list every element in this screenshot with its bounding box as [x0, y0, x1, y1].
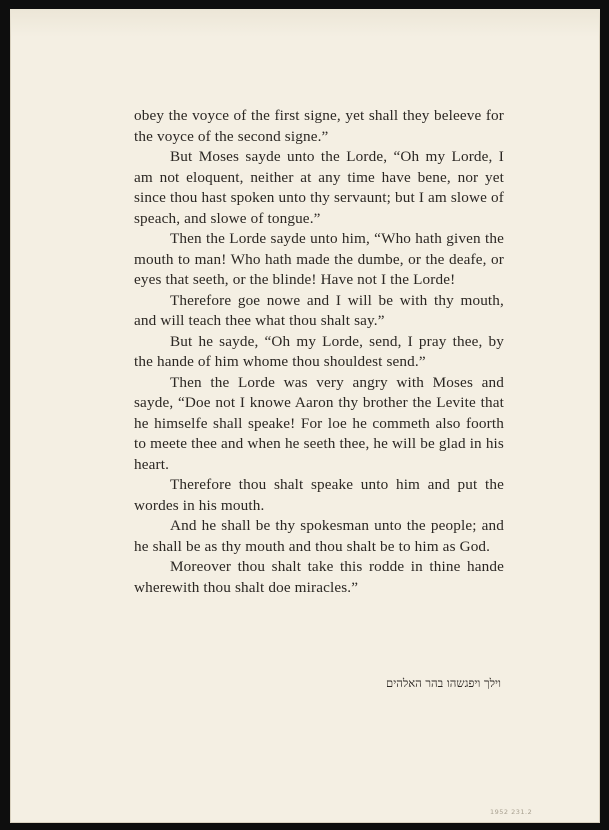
scripture-text	[134, 106, 504, 598]
catalog-number: 1952 231.2	[490, 808, 533, 816]
hebrew-caption: וילך ויפגשהו בהר האלהים	[386, 676, 501, 690]
paragraph-2: But Moses sayde unto the Lorde, “Oh my Lorde, I am not eloquent, neither at any time have bene, nor yet since thou hast spoken unto thy servaunt; but I am slowe of speach, and slowe of tongue.”	[134, 148, 504, 227]
paragraph-5: But he sayde, “Oh my Lorde, send, I pray thee, by the hande of him whome thou shouldest send.”	[134, 332, 504, 370]
paragraph-3: Then the Lorde sayde unto him, “Who hath given the mouth to man! Who hath made the dumbe, or the deafe, or eyes that seeth, or the blinde! Have not I the Lorde!	[134, 230, 504, 288]
paragraph-8: And he shall be thy spokesman unto the people; and he shall be as thy mouth and thou shalt be to him as God.	[134, 517, 504, 555]
document-page	[10, 9, 600, 823]
paragraph-9: Moreover thou shalt take this rodde in thine hande wherewith thou shalt doe miracles.”	[134, 558, 504, 596]
paragraph-1: obey the voyce of the first signe, yet shall they beleeve for the voyce of the second signe.”	[134, 107, 504, 145]
paragraph-6: Then the Lorde was very angry with Moses and sayde, “Doe not I knowe Aaron thy brother the Levite that he himselfe shall speake! For loe he commeth also foorth to meete thee and when he seeth thee, he will be glad in his heart.	[134, 373, 504, 473]
paragraph-7: Therefore thou shalt speake unto him and put the wordes in his mouth.	[134, 476, 504, 514]
paragraph-4: Therefore goe nowe and I will be with thy mouth, and will teach thee what thou shalt say.”	[134, 291, 504, 329]
